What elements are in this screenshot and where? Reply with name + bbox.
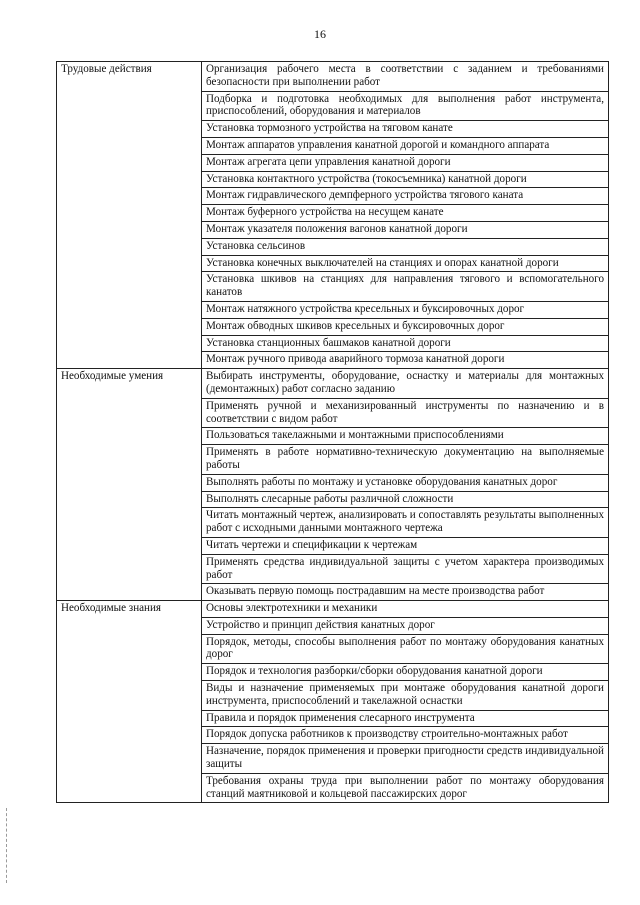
requirement-item: Порядок, методы, способы выполнения работ по монтажу оборудования канатных дорог (202, 634, 609, 664)
requirement-item: Назначение, порядок применения и проверки пригодности средств индивидуальной защиты (202, 744, 609, 774)
requirement-item: Установка контактного устройства (токосъемника) канатной дороги (202, 171, 609, 188)
requirement-item: Правила и порядок применения слесарного инструмента (202, 710, 609, 727)
requirement-item: Порядок и технология разборки/сборки оборудования канатной дороги (202, 664, 609, 681)
requirement-item: Монтаж агрегата цепи управления канатной дороги (202, 154, 609, 171)
requirement-item: Установка конечных выключателей на станциях и опорах канатной дороги (202, 255, 609, 272)
requirement-item: Читать монтажный чертеж, анализировать и сопоставлять результаты выполненных работ с исходными данными монтажного чертежа (202, 508, 609, 538)
requirement-item: Монтаж обводных шкивов кресельных и буксировочных дорог (202, 318, 609, 335)
section-label-labor-actions: Трудовые действия (57, 62, 202, 369)
requirement-item: Требования охраны труда при выполнении работ по монтажу оборудования станций маятниковой и кольцевой пассажирских дорог (202, 773, 609, 803)
section-label-required-skills: Необходимые умения (57, 369, 202, 601)
scan-edge-mark (6, 808, 8, 883)
requirement-item: Установка станционных башмаков канатной дороги (202, 335, 609, 352)
requirement-item: Установка шкивов на станциях для направления тягового и вспомогательного канатов (202, 272, 609, 302)
table-row (57, 62, 609, 92)
requirement-item: Применять ручной и механизированный инструменты по назначению и в соответствии с видом работ (202, 398, 609, 428)
page-number: 16 (314, 27, 326, 41)
requirement-item: Установка тормозного устройства на тяговом канате (202, 121, 609, 138)
requirement-item: Читать чертежи и спецификации к чертежам (202, 537, 609, 554)
requirements-table (56, 61, 609, 803)
requirement-item: Виды и назначение применяемых при монтаже оборудования канатной дороги инструмента, приспособлений и такелажной оснастки (202, 681, 609, 711)
requirement-item: Применять в работе нормативно-техническую документацию на выполняемые работы (202, 445, 609, 475)
requirement-item: Выбирать инструменты, оборудование, оснастку и материалы для монтажных (демонтажных) работ согласно заданию (202, 369, 609, 399)
requirement-item: Монтаж гидравлического демпферного устройства тягового каната (202, 188, 609, 205)
table-row (57, 369, 609, 399)
requirement-item: Монтаж аппаратов управления канатной дорогой и командного аппарата (202, 137, 609, 154)
requirement-item: Установка сельсинов (202, 238, 609, 255)
requirement-item: Порядок допуска работников к производству строительно-монтажных работ (202, 727, 609, 744)
requirement-item: Оказывать первую помощь пострадавшим на месте производства работ (202, 584, 609, 601)
requirement-item: Основы электротехники и механики (202, 601, 609, 618)
requirement-item: Монтаж буферного устройства на несущем канате (202, 205, 609, 222)
requirement-item: Выполнять слесарные работы различной сложности (202, 491, 609, 508)
requirement-item: Пользоваться такелажными и монтажными приспособлениями (202, 428, 609, 445)
requirement-item: Организация рабочего места в соответствии с заданием и требованиями безопасности при выполнении работ (202, 62, 609, 92)
table-row (57, 601, 609, 618)
section-label-required-knowledge: Необходимые знания (57, 601, 202, 803)
requirement-item: Применять средства индивидуальной защиты с учетом характера производимых работ (202, 554, 609, 584)
requirement-item: Устройство и принцип действия канатных дорог (202, 617, 609, 634)
requirement-item: Монтаж ручного привода аварийного тормоза канатной дороги (202, 352, 609, 369)
requirement-item: Выполнять работы по монтажу и установке оборудования канатных дорог (202, 474, 609, 491)
requirement-item: Монтаж натяжного устройства кресельных и буксировочных дорог (202, 301, 609, 318)
requirement-item: Монтаж указателя положения вагонов канатной дороги (202, 221, 609, 238)
requirements-table-body (57, 62, 609, 803)
requirement-item: Подборка и подготовка необходимых для выполнения работ инструмента, приспособлений, оборудования и материалов (202, 91, 609, 121)
